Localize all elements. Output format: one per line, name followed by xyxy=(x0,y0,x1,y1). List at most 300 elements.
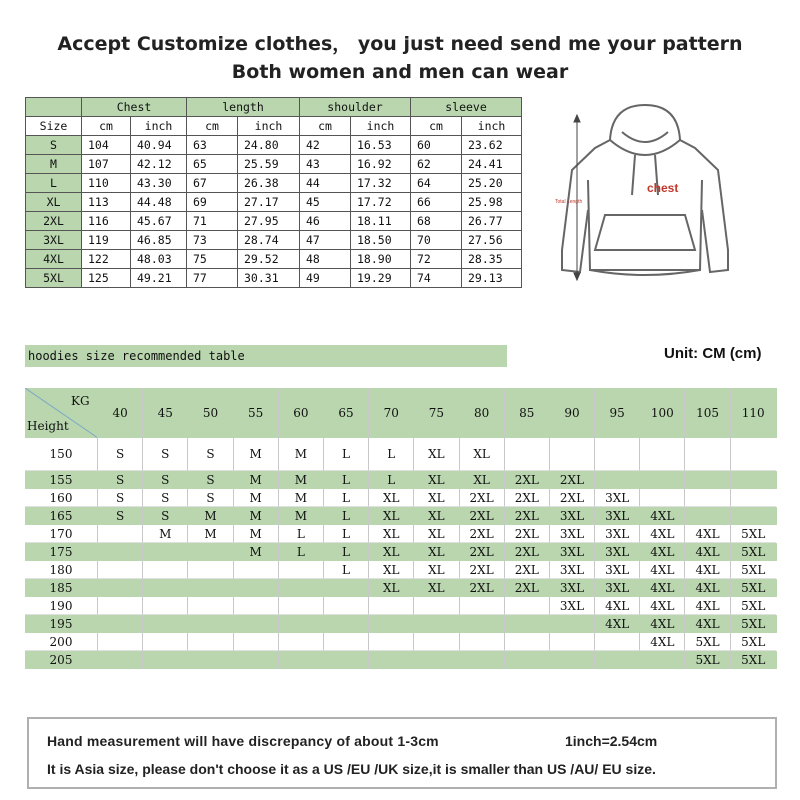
size-recommend-cell: 5XL xyxy=(741,545,766,559)
size-recommend-cell: S xyxy=(143,438,188,471)
height-row xyxy=(25,489,777,507)
size-recommend-cell: 5XL xyxy=(741,581,766,595)
size-recommend-cell xyxy=(98,561,143,579)
size-recommend-cell xyxy=(188,651,233,669)
size-recommend-cell xyxy=(460,597,505,615)
size-chart-unit-header: inch xyxy=(131,117,187,136)
weight-header-cell: 50 xyxy=(188,388,233,438)
size-chart-value-cell: 18.11 xyxy=(351,212,411,231)
weight-header-cell: 65 xyxy=(324,388,369,438)
size-chart-value-cell: 27.95 xyxy=(238,212,300,231)
size-recommend-cell xyxy=(640,471,685,489)
size-recommend-cell: M xyxy=(234,525,279,543)
size-recommend-cell xyxy=(143,597,188,615)
size-recommend-cell: 4XL xyxy=(640,615,685,633)
size-recommend-cell: 4XL xyxy=(685,597,730,615)
size-recommend-cell: 4XL xyxy=(685,561,730,579)
size-recommend-cell xyxy=(279,561,324,579)
size-chart-row xyxy=(26,212,522,231)
size-recommend-cell xyxy=(685,489,730,507)
size-recommend-cell: 5XL xyxy=(741,617,766,631)
height-cell: 195 xyxy=(25,615,98,633)
size-recommend-cell xyxy=(731,507,776,525)
height-row xyxy=(25,615,777,633)
height-row xyxy=(25,633,777,651)
size-recommend-cell: XL xyxy=(414,489,459,507)
size-chart-row xyxy=(26,174,522,193)
weight-header-cell: 90 xyxy=(550,388,595,438)
size-chart-value-cell: 25.98 xyxy=(462,193,522,212)
size-chart-value-cell: 26.38 xyxy=(238,174,300,193)
hoodie-diagram xyxy=(550,100,740,300)
size-chart-size-cell: L xyxy=(26,174,82,193)
size-chart-value-cell: 116 xyxy=(82,212,131,231)
size-recommend-cell xyxy=(98,651,143,669)
size-chart-value-cell: 42 xyxy=(300,136,351,155)
size-recommend-cell: M xyxy=(279,507,324,525)
size-recommend-cell xyxy=(279,579,324,597)
size-recommend-cell xyxy=(143,615,188,633)
size-recommend-cell xyxy=(550,651,595,669)
size-recommend-cell: L xyxy=(324,438,369,471)
size-recommend-cell xyxy=(188,543,233,561)
size-recommend-cell: 2XL xyxy=(505,507,550,525)
height-row xyxy=(25,597,777,615)
size-recommend-cell xyxy=(595,438,640,471)
size-recommend-cell: S xyxy=(143,471,188,489)
size-recommend-cell: 4XL xyxy=(595,615,640,633)
height-row xyxy=(25,561,777,579)
size-recommend-cell: 2XL xyxy=(460,543,505,561)
size-chart-value-cell: 60 xyxy=(411,136,462,155)
size-recommend-cell: 5XL xyxy=(731,525,776,543)
size-chart-blank-cell xyxy=(26,98,82,117)
size-recommend-cell: 2XL xyxy=(460,525,505,543)
recommend-title: hoodies size recommended table xyxy=(25,345,507,367)
size-recommend-cell: 4XL xyxy=(640,561,685,579)
size-recommend-cell: L xyxy=(369,438,414,471)
size-recommend-cell: XL xyxy=(414,561,459,579)
size-recommend-cell: M xyxy=(234,507,279,525)
size-chart-value-cell: 69 xyxy=(187,193,238,212)
size-recommend-cell: 2XL xyxy=(505,543,550,561)
weight-header-cell: 105 xyxy=(685,388,730,438)
size-recommend-cell: 3XL xyxy=(550,561,595,579)
header-line-1: Accept Customize clothes， you just need send me your pattern xyxy=(57,33,743,55)
size-recommend-cell xyxy=(685,471,730,489)
height-cell: 180 xyxy=(25,561,98,579)
size-recommend-cell: 2XL xyxy=(505,471,550,489)
size-chart-value-cell: 16.92 xyxy=(351,155,411,174)
size-recommend-cell xyxy=(505,651,550,669)
size-chart-value-cell: 25.20 xyxy=(462,174,522,193)
size-recommend-cell: XL xyxy=(369,489,414,507)
weight-header-cell: 40 xyxy=(98,388,143,438)
size-chart-row xyxy=(26,193,522,212)
size-chart-value-cell: 25.59 xyxy=(238,155,300,174)
size-chart-value-cell: 42.12 xyxy=(131,155,187,174)
height-cell: 175 xyxy=(25,543,98,561)
weight-header-cell: 110 xyxy=(741,406,765,420)
size-recommend-cell: 3XL xyxy=(595,507,640,525)
size-chart-value-cell: 49.21 xyxy=(131,269,187,288)
size-chart-value-cell: 119 xyxy=(82,231,131,250)
length-label: Total Length xyxy=(555,199,583,205)
size-recommend-cell xyxy=(324,633,369,651)
size-recommend-cell xyxy=(505,633,550,651)
size-recommend-cell xyxy=(369,615,414,633)
size-chart-value-cell: 24.41 xyxy=(462,155,522,174)
size-recommend-cell: 4XL xyxy=(595,597,640,615)
size-chart-value-cell: 75 xyxy=(187,250,238,269)
size-chart-unit-header: cm xyxy=(82,117,131,136)
size-recommend-cell xyxy=(731,471,776,489)
size-chart-value-cell: 65 xyxy=(187,155,238,174)
size-recommend-cell: S xyxy=(98,471,143,489)
size-recommend-cell: M xyxy=(234,543,279,561)
size-recommend-cell: 4XL xyxy=(640,633,685,651)
height-row xyxy=(25,651,777,669)
size-chart-value-cell: 40.94 xyxy=(131,136,187,155)
size-chart-value-cell: 63 xyxy=(187,136,238,155)
size-recommend-cell: S xyxy=(188,438,233,471)
size-chart-value-cell: 122 xyxy=(82,250,131,269)
size-recommend-cell: 3XL xyxy=(595,561,640,579)
height-cell: 150 xyxy=(25,438,98,471)
size-recommend-cell: XL xyxy=(369,579,414,597)
size-chart-value-cell: 70 xyxy=(411,231,462,250)
size-chart-value-cell: 47 xyxy=(300,231,351,250)
size-chart-value-cell: 17.32 xyxy=(351,174,411,193)
recommend-grid xyxy=(25,388,777,669)
size-recommend-cell: 3XL xyxy=(550,543,595,561)
size-recommend-cell: XL xyxy=(369,561,414,579)
size-recommend-cell: M xyxy=(279,438,324,471)
size-recommend-cell: L xyxy=(324,471,369,489)
size-recommend-cell: L xyxy=(324,543,369,561)
size-chart-value-cell: 110 xyxy=(82,174,131,193)
height-cell: 200 xyxy=(25,633,98,651)
size-chart-value-cell: 64 xyxy=(411,174,462,193)
size-recommend-cell: 2XL xyxy=(460,507,505,525)
size-chart-unit-header: cm xyxy=(300,117,351,136)
size-chart-value-cell: 16.53 xyxy=(351,136,411,155)
size-chart-value-cell: 44.48 xyxy=(131,193,187,212)
size-recommend-cell: S xyxy=(188,471,233,489)
notes-box xyxy=(27,717,777,789)
size-recommend-cell xyxy=(188,615,233,633)
size-recommend-cell xyxy=(234,615,279,633)
size-recommend-cell xyxy=(143,579,188,597)
size-recommend-cell xyxy=(550,615,595,633)
size-chart-group-header: length xyxy=(187,98,300,117)
size-recommend-cell: M xyxy=(279,471,324,489)
size-recommend-cell: 5XL xyxy=(731,561,776,579)
size-recommend-cell xyxy=(188,561,233,579)
size-chart-value-cell: 62 xyxy=(411,155,462,174)
size-chart-value-cell: 46.85 xyxy=(131,231,187,250)
size-recommend-cell: 3XL xyxy=(550,507,595,525)
size-recommend-cell: 2XL xyxy=(505,561,550,579)
size-recommend-cell: XL xyxy=(369,507,414,525)
size-recommend-cell xyxy=(98,543,143,561)
size-chart-row xyxy=(26,231,522,250)
size-recommend-cell xyxy=(595,471,640,489)
size-recommend-cell xyxy=(324,615,369,633)
size-recommend-cell xyxy=(640,489,685,507)
size-recommend-cell xyxy=(414,597,459,615)
size-chart-table xyxy=(25,97,522,288)
size-recommend-cell xyxy=(505,615,550,633)
height-cell: 205 xyxy=(25,651,98,669)
size-recommend-cell xyxy=(595,651,640,669)
weight-header-cell: 75 xyxy=(414,388,459,438)
size-chart-value-cell: 66 xyxy=(411,193,462,212)
size-chart-row xyxy=(26,136,522,155)
size-chart-value-cell: 24.80 xyxy=(238,136,300,155)
size-recommend-cell: 5XL xyxy=(741,653,766,667)
size-recommend-cell: M xyxy=(143,525,188,543)
size-recommend-cell: XL xyxy=(369,543,414,561)
height-label: Height xyxy=(27,419,69,433)
height-cell: 165 xyxy=(25,507,98,525)
size-recommend-cell xyxy=(143,561,188,579)
size-recommend-cell xyxy=(369,633,414,651)
size-recommend-cell: 3XL xyxy=(550,579,595,597)
size-recommend-cell: M xyxy=(234,471,279,489)
size-chart-value-cell: 44 xyxy=(300,174,351,193)
size-column-header: Size xyxy=(26,117,82,136)
size-chart-size-cell: 3XL xyxy=(26,231,82,250)
size-chart-group-header: sleeve xyxy=(411,98,522,117)
size-chart-value-cell: 45 xyxy=(300,193,351,212)
note-asia-size: It is Asia size, please don't choose it as a US /EU /UK size,it is smaller than US /AU/ EU size. xyxy=(47,761,656,777)
size-chart-value-cell: 18.90 xyxy=(351,250,411,269)
size-recommend-cell xyxy=(550,633,595,651)
size-recommend-cell xyxy=(369,597,414,615)
size-recommend-cell xyxy=(369,651,414,669)
size-recommend-cell: 2XL xyxy=(505,489,550,507)
size-recommend-cell xyxy=(550,438,595,471)
size-chart-value-cell: 43 xyxy=(300,155,351,174)
size-recommend-cell: 4XL xyxy=(640,543,685,561)
size-recommend-cell xyxy=(640,651,685,669)
size-recommend-cell: 2XL xyxy=(505,579,550,597)
size-recommend-cell xyxy=(324,651,369,669)
size-chart-value-cell: 29.13 xyxy=(462,269,522,288)
size-recommend-cell: S xyxy=(98,507,143,525)
height-row xyxy=(25,507,777,525)
size-recommend-cell xyxy=(324,579,369,597)
size-recommend-cell xyxy=(685,438,730,471)
size-chart-value-cell: 26.77 xyxy=(462,212,522,231)
size-recommend-cell: 3XL xyxy=(595,489,640,507)
size-chart-value-cell: 72 xyxy=(411,250,462,269)
size-chart-row xyxy=(26,155,522,174)
weight-header-cell: 100 xyxy=(640,388,685,438)
size-recommend-cell xyxy=(188,597,233,615)
kg-label: KG xyxy=(71,394,90,408)
size-recommend-cell: 5XL xyxy=(731,597,776,615)
size-recommend-cell: M xyxy=(279,489,324,507)
size-recommend-cell xyxy=(460,615,505,633)
size-recommend-cell xyxy=(188,633,233,651)
size-recommend-cell: 2XL xyxy=(460,489,505,507)
size-recommend-cell xyxy=(414,651,459,669)
size-recommend-cell xyxy=(731,438,776,471)
height-cell: 160 xyxy=(25,489,98,507)
weight-header-cell: 60 xyxy=(279,388,324,438)
size-recommend-cell: 2XL xyxy=(460,561,505,579)
size-recommend-cell: 2XL xyxy=(460,579,505,597)
weight-header-cell: 80 xyxy=(460,388,505,438)
size-chart-value-cell: 43.30 xyxy=(131,174,187,193)
height-row xyxy=(25,525,777,543)
size-chart-unit-header: inch xyxy=(238,117,300,136)
height-row xyxy=(25,543,777,561)
header xyxy=(0,30,800,86)
size-recommend-cell xyxy=(234,651,279,669)
size-recommend-cell xyxy=(505,597,550,615)
weight-header-cell: 55 xyxy=(234,388,279,438)
size-recommend-cell xyxy=(279,615,324,633)
size-chart-unit-header: inch xyxy=(351,117,411,136)
size-recommend-cell: 4XL xyxy=(640,597,685,615)
size-recommend-cell: XL xyxy=(460,438,505,471)
height-row xyxy=(25,471,777,489)
size-recommend-cell: 5XL xyxy=(685,651,730,669)
size-chart-value-cell: 48 xyxy=(300,250,351,269)
size-chart-value-cell: 73 xyxy=(187,231,238,250)
note-conversion: 1inch=2.54cm xyxy=(565,733,658,749)
size-recommend-cell: 4XL xyxy=(640,525,685,543)
size-recommend-cell xyxy=(460,633,505,651)
size-recommend-cell: 4XL xyxy=(640,579,685,597)
unit-label: Unit: CM (cm) xyxy=(664,345,762,362)
size-recommend-cell: M xyxy=(188,507,233,525)
size-recommend-cell: 4XL xyxy=(685,543,730,561)
size-recommend-cell xyxy=(414,615,459,633)
size-recommend-cell: L xyxy=(279,525,324,543)
size-recommend-cell xyxy=(234,579,279,597)
size-recommend-cell: XL xyxy=(414,525,459,543)
size-recommend-cell xyxy=(685,507,730,525)
size-recommend-cell xyxy=(595,633,640,651)
size-recommend-cell: XL xyxy=(414,543,459,561)
size-recommend-cell: L xyxy=(279,543,324,561)
size-chart-value-cell: 107 xyxy=(82,155,131,174)
size-chart-value-cell: 45.67 xyxy=(131,212,187,231)
grid-corner-cell xyxy=(25,388,98,438)
size-recommend-cell xyxy=(98,633,143,651)
size-recommend-cell xyxy=(279,651,324,669)
size-recommend-cell: 3XL xyxy=(595,543,640,561)
size-chart-size-cell: 5XL xyxy=(26,269,82,288)
size-chart-value-cell: 27.56 xyxy=(462,231,522,250)
size-recommend-cell: L xyxy=(324,507,369,525)
size-recommend-cell xyxy=(414,633,459,651)
size-recommend-cell xyxy=(98,615,143,633)
size-recommend-cell: L xyxy=(324,489,369,507)
size-chart-value-cell: 74 xyxy=(411,269,462,288)
size-recommend-cell: S xyxy=(98,489,143,507)
size-recommend-cell: 2XL xyxy=(550,471,595,489)
size-chart-size-cell: 4XL xyxy=(26,250,82,269)
weight-header-cell: 70 xyxy=(369,388,414,438)
size-recommend-cell: S xyxy=(143,489,188,507)
size-chart-size-cell: XL xyxy=(26,193,82,212)
size-recommend-cell: XL xyxy=(414,507,459,525)
header-line-2: Both women and men can wear xyxy=(231,61,569,83)
size-chart-value-cell: 48.03 xyxy=(131,250,187,269)
grid-header-row xyxy=(25,388,777,438)
height-cell: 155 xyxy=(25,471,98,489)
size-recommend-cell: S xyxy=(143,507,188,525)
size-recommend-cell: 4XL xyxy=(685,615,730,633)
size-recommend-cell xyxy=(279,597,324,615)
size-chart-value-cell: 30.31 xyxy=(238,269,300,288)
size-chart-value-cell: 104 xyxy=(82,136,131,155)
size-recommend-cell: 2XL xyxy=(550,489,595,507)
size-recommend-cell xyxy=(98,525,143,543)
size-recommend-cell: 2XL xyxy=(505,525,550,543)
size-recommend-cell xyxy=(460,651,505,669)
size-chart-group-header: Chest xyxy=(82,98,187,117)
size-chart-unit-header: inch xyxy=(462,117,522,136)
size-chart-value-cell: 67 xyxy=(187,174,238,193)
size-chart-value-cell: 68 xyxy=(411,212,462,231)
size-recommend-cell: 3XL xyxy=(595,525,640,543)
size-recommend-cell xyxy=(324,597,369,615)
size-chart-value-cell: 113 xyxy=(82,193,131,212)
size-chart-unit-row xyxy=(26,117,522,136)
size-recommend-cell xyxy=(143,651,188,669)
size-chart-group-header: shoulder xyxy=(300,98,411,117)
size-recommend-cell: 3XL xyxy=(550,525,595,543)
size-recommend-cell: XL xyxy=(460,471,505,489)
size-recommend-cell: XL xyxy=(414,579,459,597)
size-recommend-cell: 3XL xyxy=(595,579,640,597)
size-chart-value-cell: 28.35 xyxy=(462,250,522,269)
size-recommend-cell xyxy=(234,597,279,615)
size-recommend-cell xyxy=(505,438,550,471)
size-recommend-cell: M xyxy=(188,525,233,543)
size-recommend-cell: 3XL xyxy=(550,597,595,615)
size-chart-value-cell: 17.72 xyxy=(351,193,411,212)
size-recommend-cell: L xyxy=(324,525,369,543)
size-recommend-cell: XL xyxy=(369,525,414,543)
size-chart-value-cell: 77 xyxy=(187,269,238,288)
size-chart-value-cell: 27.17 xyxy=(238,193,300,212)
size-chart-value-cell: 28.74 xyxy=(238,231,300,250)
size-recommend-cell xyxy=(234,633,279,651)
size-chart-value-cell: 29.52 xyxy=(238,250,300,269)
size-chart-row xyxy=(26,269,522,288)
size-recommend-cell xyxy=(279,633,324,651)
size-recommend-cell: 5XL xyxy=(685,633,730,651)
size-recommend-cell: 5XL xyxy=(731,633,776,651)
size-recommend-cell: L xyxy=(369,471,414,489)
weight-header-cell: 45 xyxy=(143,388,188,438)
height-cell: 190 xyxy=(25,597,98,615)
size-chart-size-cell: 2XL xyxy=(26,212,82,231)
size-chart-group-row xyxy=(26,98,522,117)
size-chart-value-cell: 23.62 xyxy=(462,136,522,155)
size-chart-value-cell: 71 xyxy=(187,212,238,231)
size-chart-value-cell: 18.50 xyxy=(351,231,411,250)
size-recommend-cell: L xyxy=(324,561,369,579)
size-recommend-cell xyxy=(143,543,188,561)
